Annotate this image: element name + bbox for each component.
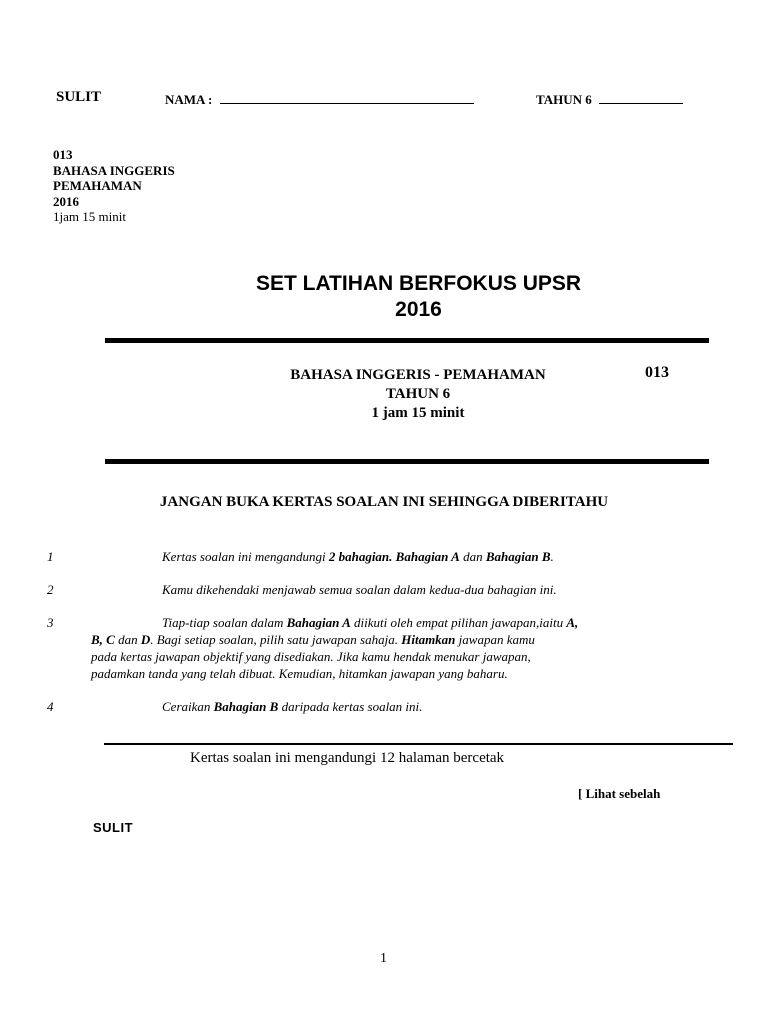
instruction-1-number: 1 [47,549,54,564]
paper-duration: 1jam 15 minit [53,209,126,224]
instruction-2: Kamu dikehendaki menjawab semua soalan dalam kedua-dua bahagian ini. [162,582,557,597]
subject-line-2: PEMAHAMAN [53,178,142,193]
subtitle-duration: 1 jam 15 minit [371,405,465,421]
instruction-text: dan [459,549,486,564]
instruction-text: . Bagi setiap soalan, pilih satu jawapan sahaja. [150,632,402,647]
instruction-2-number: 2 [47,582,54,597]
instruction-bold: Bahagian B [485,549,551,564]
footer-divider [104,743,733,745]
main-title-line2: 2016 [395,298,442,321]
tahun-blank-line[interactable] [599,103,683,104]
instruction-4-number: 4 [47,699,54,714]
subtitle-code: 013 [645,364,669,381]
instruction-bold: Bahagian A [286,615,351,630]
divider-bottom [105,459,709,464]
instruction-3-line1 [162,614,578,631]
sulit-footer: SULIT [93,820,134,835]
subtitle-block [218,366,618,423]
name-field[interactable] [165,92,474,108]
instruction-3-line2 [91,631,535,648]
subtitle-subject: BAHASA INGGERIS - PEMAHAMAN [290,367,546,383]
instruction-text: jawapan kamu [455,632,535,647]
subtitle-tahun: TAHUN 6 [385,386,451,402]
instruction-bold: A, [566,615,579,630]
page-number: 1 [380,951,387,966]
name-label: NAMA : [165,92,213,107]
instruction-text: Kertas soalan ini mengandungi [162,549,329,564]
instruction-text: Tiap-tiap soalan dalam [162,615,287,630]
subject-line-1: BAHASA INGGERIS [53,162,175,178]
meta-block [53,147,175,225]
year-field[interactable] [536,92,683,108]
tahun-label: TAHUN 6 [536,92,592,107]
main-title-line1: SET LATIHAN BERFOKUS UPSR [255,272,582,295]
paper-code: 013 [53,147,73,162]
lihat-sebelah: [ Lihat sebelah [578,786,661,801]
instruction-1 [162,548,554,565]
instruction-text: dan [114,632,141,647]
name-blank-line[interactable] [220,103,474,104]
instruction-bold: Bahagian B [213,699,279,714]
instruction-text: . [550,549,554,564]
instruction-bold: Hitamkan [401,632,456,647]
warning-text: JANGAN BUKA KERTAS SOALAN INI SEHINGGA DIBERITAHU [159,494,609,510]
instruction-text: daripada kertas soalan ini. [278,699,423,714]
pages-note: Kertas soalan ini mengandungi 12 halaman bercetak [190,750,505,766]
paper-year: 2016 [53,193,79,209]
instruction-3-line4: padamkan tanda yang telah dibuat. Kemudian, hitamkan jawapan yang baharu. [91,666,508,681]
instruction-text: diikuti oleh empat pilihan jawapan,iaitu [350,615,567,630]
divider-top [105,338,709,343]
instruction-3-line3: pada kertas jawapan objektif yang disediakan. Jika kamu hendak menukar jawapan, [91,649,531,664]
instruction-3-number: 3 [47,615,54,630]
main-title [0,271,768,323]
instruction-text: Ceraikan [162,699,214,714]
instruction-bold: Bahagian A [395,549,460,564]
instruction-4 [162,698,422,715]
sulit-header: SULIT [56,89,102,105]
instruction-bold: D [140,632,151,647]
instruction-bold: 2 bahagian. [328,549,393,564]
instruction-bold: B, C [91,632,115,647]
